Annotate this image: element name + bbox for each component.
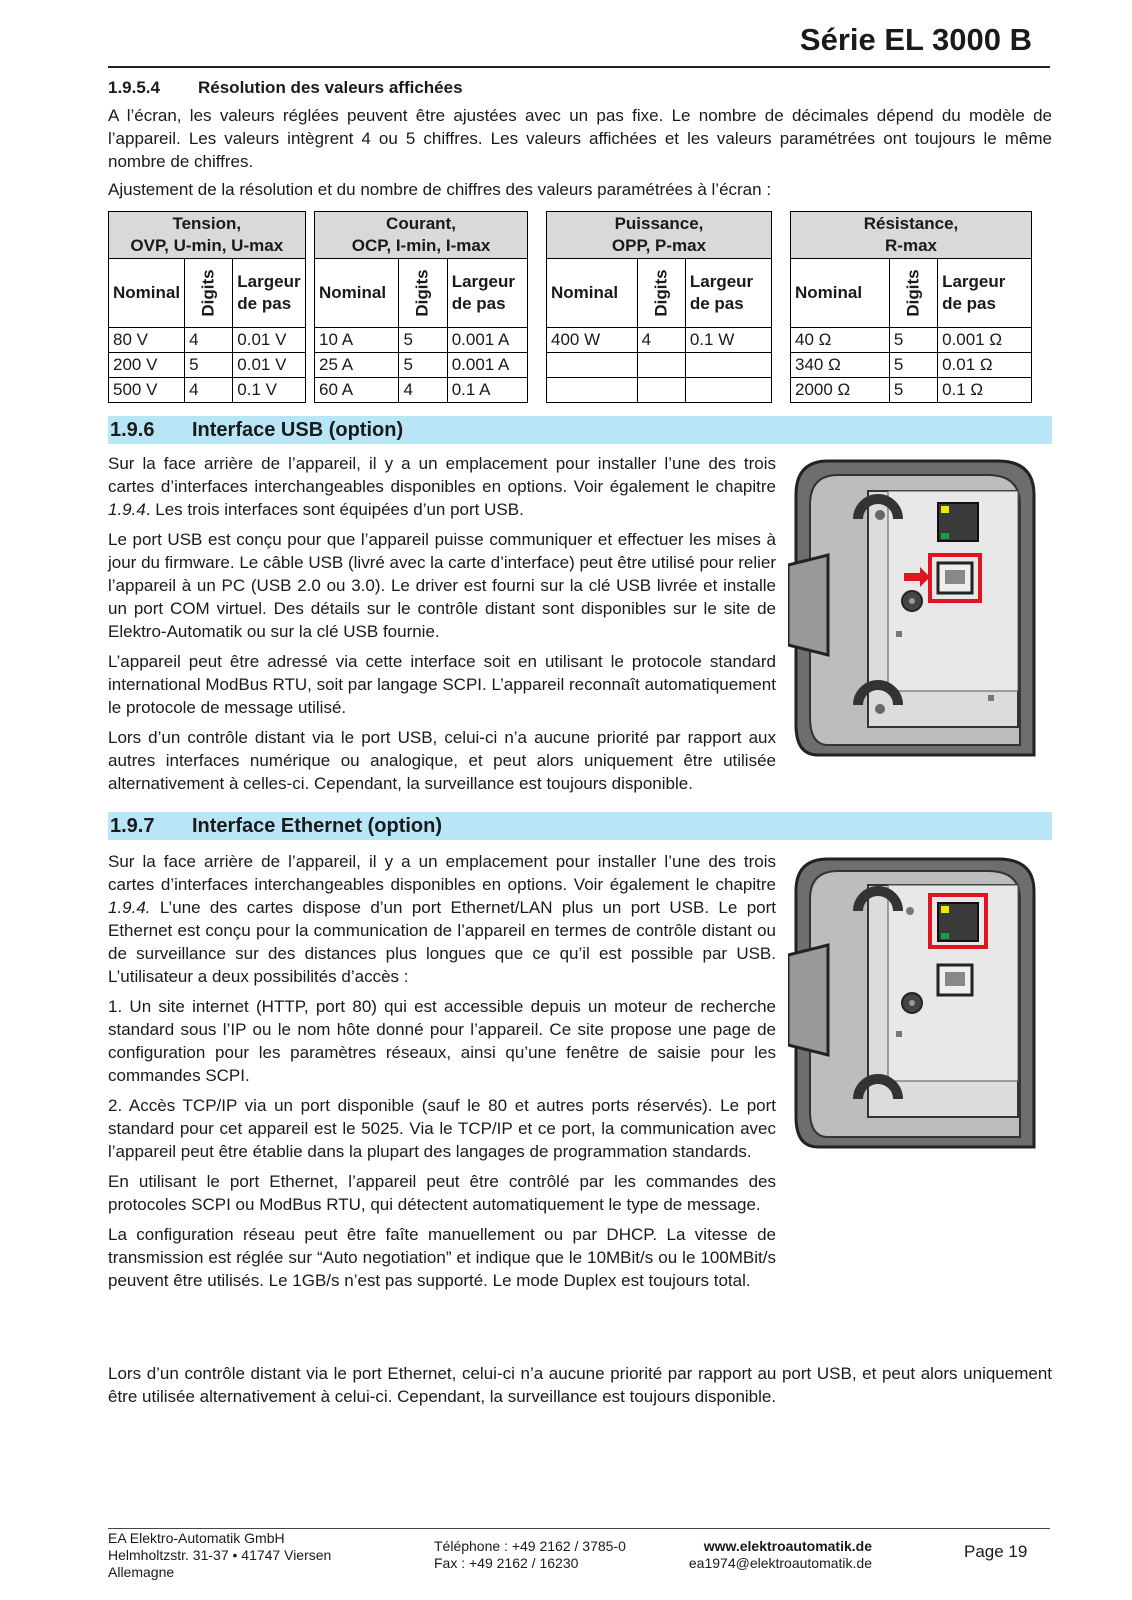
paragraph: Lors d’un contrôle distant via le port USB, celui-ci n’a aucune priorité par rapport aux autres interfaces numérique ou analogique, et peut alors uniquement être utilisée alternativement à celles-ci. Cependant, la surveillance est toujours disponible. — [108, 728, 776, 793]
power-table-title: Puissance, OPP, P-max — [547, 212, 772, 259]
table-row: 500 V 4 0.1 V — [109, 378, 306, 403]
page-number: Page 19 — [964, 1542, 1028, 1561]
page-header-title: Série EL 3000 B — [799, 22, 1032, 57]
power-table — [546, 211, 772, 403]
footer-web — [676, 1538, 872, 1572]
voltage-table-title: Tension, OVP, U-min, U-max — [109, 212, 306, 259]
resistance-table-title: Résistance, R-max — [791, 212, 1032, 259]
header-rule — [108, 66, 1050, 68]
section-197-body — [108, 850, 776, 1299]
footer-fax: Fax : +49 2162 / 16230 — [434, 1555, 579, 1571]
section-1954-para1: A l’écran, les valeurs réglées peuvent être ajustées avec un pas fixe. Le nombre de décimales dépend du modèle de l’appareil. Les valeurs intègrent 4 ou 5 chiffres. Les valeurs affichées et les valeurs paramétrées ont toujours le même nombre de chiffres. — [108, 106, 1052, 171]
current-table-title: Courant, OCP, I-min, I-max — [315, 212, 528, 259]
table-row: 400 W 4 0.1 W — [547, 328, 772, 353]
section-number: 1.9.5.4 — [108, 78, 160, 97]
col-step: Largeur de pas — [685, 259, 771, 328]
paragraph: Sur la face arrière de l’appareil, il y a un emplacement pour installer l’une des trois cartes d’interfaces interchangeables disponibles en options. Voir également le chapitre 1.9.4. Les trois interfaces sont équipées d’un port USB. — [108, 454, 776, 519]
table-row — [547, 378, 772, 403]
footer-street: Helmholtzstr. 31-37 • 41747 Viersen — [108, 1547, 332, 1563]
col-step: Largeur de pas — [447, 259, 527, 328]
table-row: 40 Ω 5 0.001 Ω — [791, 328, 1032, 353]
table-row: 200 V 5 0.01 V — [109, 353, 306, 378]
col-step: Largeur de pas — [233, 259, 305, 328]
table-row: 340 Ω 5 0.01 Ω — [791, 353, 1032, 378]
table-row — [547, 353, 772, 378]
paragraph: La configuration réseau peut être faîte manuellement ou par DHCP. La vitesse de transmission est réglée sur “Auto negotiation” et indique que le 10MBit/s ou le 100MBit/s peuvent être utilisés. Le 1GB/s n’est pas supporté. Le mode Duplex est toujours total. — [108, 1225, 776, 1290]
col-nominal: Nominal — [547, 259, 638, 328]
table-row: 2000 Ω 5 0.1 Ω — [791, 378, 1032, 403]
section-title: Interface USB (option) — [192, 419, 404, 441]
paragraph: Le port USB est conçu pour que l’appareil puisse communiquer et effectuer les mises à jour du firmware. Le câble USB (livré avec la carte d’interface) peut être utilisé pour relier l’appareil à un PC (USB 2.0 ou 3.0). Le driver est fourni sur la clé USB livrée et installe un port COM virtuel. Des détails sur le contrôle distant sont disponibles sur le site de Elektro-Automatik ou sur la clé USB fournie. — [108, 530, 777, 641]
table-row: 80 V 4 0.01 V — [109, 328, 306, 353]
col-nominal: Nominal — [109, 259, 185, 328]
col-step: Largeur de pas — [938, 259, 1032, 328]
col-digits: Digits — [185, 259, 233, 328]
footer-website-link[interactable]: www.elektroautomatik.de — [703, 1538, 872, 1554]
section-197-last-paragraph: Lors d’un contrôle distant via le port Ethernet, celui-ci n’a aucune priorité par rapport au port USB, et peut alors uniquement être utilisée alternativement à celui-ci. Cependant, la surveillance est toujours disponible. — [108, 1364, 1052, 1406]
section-196-body — [108, 452, 776, 802]
col-nominal: Nominal — [791, 259, 890, 328]
col-digits: Digits — [889, 259, 937, 328]
usb-interface-illustration — [788, 455, 1038, 775]
col-digits: Digits — [399, 259, 447, 328]
col-nominal: Nominal — [315, 259, 399, 328]
ethernet-interface-illustration — [788, 855, 1038, 1155]
footer-country: Allemagne — [108, 1564, 175, 1580]
footer-phone: Téléphone : +49 2162 / 3785-0 — [434, 1538, 626, 1554]
section-1954-heading — [108, 78, 463, 98]
col-digits: Digits — [637, 259, 685, 328]
resistance-table — [790, 211, 1032, 403]
paragraph: Sur la face arrière de l’appareil, il y a un emplacement pour installer l’une des trois cartes d’interfaces interchangeables disponibles en options. Voir également le chapitre 1.9.4. L’une des cartes dispose d’un port Ethernet/LAN plus un port USB. Le port Ethernet est conçu pour la communication de l’appareil en termes de contrôle distant ou de surveillance sur des distances plus longues que ce qu’il est possible par USB. L’utilisateur a deux possibilités d’accès : — [108, 852, 776, 986]
section-number: 1.9.7 — [110, 815, 155, 837]
section-title: Interface Ethernet (option) — [192, 815, 443, 837]
table-row: 10 A 5 0.001 A — [315, 328, 528, 353]
section-1954-para2: Ajustement de la résolution et du nombre de chiffres des valeurs paramétrées à l’écran : — [108, 180, 772, 199]
section-197-heading — [108, 812, 1052, 840]
paragraph: L’appareil peut être adressé via cette interface soit en utilisant le protocole standard international ModBus RTU, soit par langage SCPI. L’appareil reconnaît automatiquement le protocole de message utilisé. — [108, 652, 776, 717]
footer-company: EA Elektro-Automatik GmbH — [108, 1530, 285, 1546]
paragraph: 2. Accès TCP/IP via un port disponible (sauf le 80 et autres ports réservés). Le port standard pour cet appareil est le 5025. Via le TCP/IP et ce port, la communication avec l’appareil peut être établie dans la plupart des langages de programmation standards. — [108, 1096, 776, 1161]
section-196-heading — [108, 416, 1052, 444]
paragraph: En utilisant le port Ethernet, l’appareil peut être contrôlé par les commandes des protocoles SCPI ou ModBus RTU, qui détectent automatiquement le type de message. — [108, 1172, 776, 1214]
footer-email-link[interactable]: ea1974@elektroautomatik.de — [688, 1555, 872, 1571]
footer-contact — [434, 1538, 626, 1572]
section-title: Résolution des valeurs affichées — [198, 78, 463, 97]
section-number: 1.9.6 — [110, 419, 155, 441]
current-table — [314, 211, 528, 403]
paragraph: 1. Un site internet (HTTP, port 80) qui est accessible depuis un moteur de recherche standard sous l’IP ou le nom hôte donné pour l’appareil. Ce site propose une page de configuration pour les paramètres réseaux, ainsi qu’une fenêtre de saisie pour les commandes SCPI. — [108, 997, 776, 1085]
footer-rule — [108, 1528, 1050, 1529]
table-row: 25 A 5 0.001 A — [315, 353, 528, 378]
table-row: 60 A 4 0.1 A — [315, 378, 528, 403]
voltage-table — [108, 211, 306, 403]
footer-address — [108, 1530, 331, 1581]
